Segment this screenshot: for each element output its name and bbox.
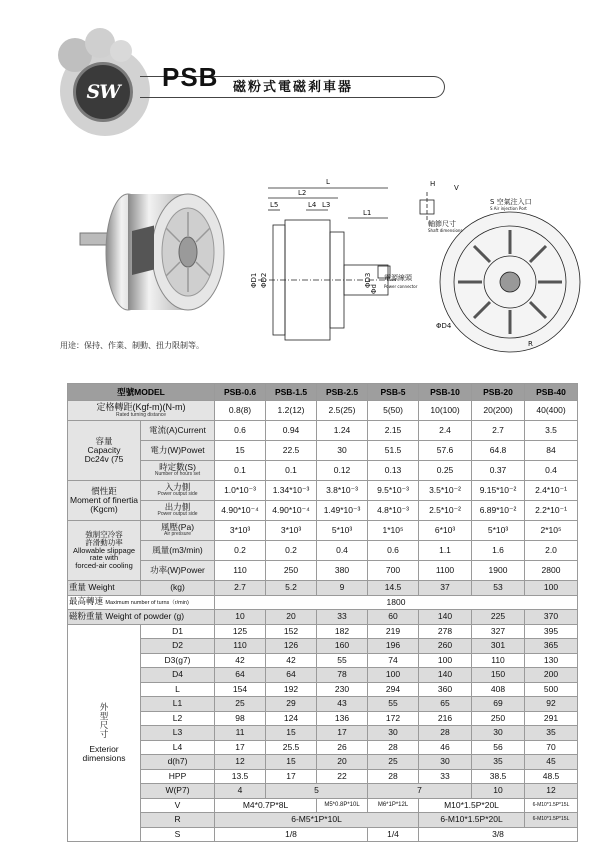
table-cell: 395 bbox=[525, 624, 578, 639]
dim-label-h: H bbox=[430, 180, 436, 188]
table-cell: 10 bbox=[472, 784, 525, 799]
table-cell: 1.34*10⁻³ bbox=[266, 481, 317, 501]
table-cell: 22.5 bbox=[266, 441, 317, 461]
decor-circle bbox=[110, 40, 132, 62]
table-row bbox=[68, 740, 578, 755]
table-cell: 154 bbox=[215, 682, 266, 697]
table-cell: 1100 bbox=[419, 561, 472, 581]
table-cell: 0.6 bbox=[215, 421, 266, 441]
table-cell: 65 bbox=[419, 697, 472, 712]
table-cell: 28 bbox=[368, 740, 419, 755]
table-cell: 3.8*10⁻³ bbox=[317, 481, 368, 501]
usage-note: 用途：保持、作業、制動、扭力限制等。 bbox=[60, 341, 204, 350]
model-header-cell: PSB-40 bbox=[525, 384, 578, 401]
table-cell: 4.90*10⁻⁴ bbox=[266, 501, 317, 521]
row-unit: (kg) bbox=[141, 581, 215, 596]
table-cell: 1.49*10⁻³ bbox=[317, 501, 368, 521]
table-cell: 0.6 bbox=[368, 541, 419, 561]
table-cell: 25.5 bbox=[266, 740, 317, 755]
table-cell: 2.2*10⁻¹ bbox=[525, 501, 578, 521]
table-cell: 33 bbox=[317, 610, 368, 625]
table-row bbox=[68, 421, 578, 441]
table-cell: 2800 bbox=[525, 561, 578, 581]
table-cell: 0.4 bbox=[525, 461, 578, 481]
table-cell: 78 bbox=[317, 668, 368, 683]
table-cell: 3*10³ bbox=[215, 521, 266, 541]
table-cell: M5*0.8P*10L bbox=[317, 798, 368, 813]
table-cell: 2*10⁵ bbox=[525, 521, 578, 541]
table-cell: 17 bbox=[317, 726, 368, 741]
table-cell: 12 bbox=[215, 755, 266, 770]
table-row bbox=[68, 653, 578, 668]
table-cell: 250 bbox=[266, 561, 317, 581]
table-cell: 55 bbox=[368, 697, 419, 712]
table-cell: 35 bbox=[472, 755, 525, 770]
table-cell: 1.6 bbox=[472, 541, 525, 561]
dim-label-r: R bbox=[528, 340, 533, 348]
table-header-row bbox=[68, 384, 578, 401]
table-cell: 69 bbox=[472, 697, 525, 712]
table-cell: 110 bbox=[472, 653, 525, 668]
table-cell: 0.4 bbox=[317, 541, 368, 561]
product-photo bbox=[80, 178, 230, 328]
row-label: 重量 Weight bbox=[68, 581, 141, 596]
table-row bbox=[68, 827, 578, 842]
table-cell: 43 bbox=[317, 697, 368, 712]
group-label-inertia: 慣性距 Moment of finertia (Kgcm) bbox=[68, 481, 141, 521]
table-cell: 4.8*10⁻³ bbox=[368, 501, 419, 521]
model-header: 型號MODEL bbox=[68, 384, 215, 401]
table-row bbox=[68, 541, 578, 561]
table-cell: 0.25 bbox=[419, 461, 472, 481]
model-header-cell: PSB-5 bbox=[368, 384, 419, 401]
air-port-label-en: S Air injection Port bbox=[490, 206, 527, 211]
table-cell: 60 bbox=[368, 610, 419, 625]
table-cell: 370 bbox=[525, 610, 578, 625]
page-title: PSB bbox=[162, 62, 219, 92]
table-cell: 291 bbox=[525, 711, 578, 726]
table-cell: 0.94 bbox=[266, 421, 317, 441]
table-cell: 35 bbox=[525, 726, 578, 741]
table-row bbox=[68, 581, 578, 596]
row-label: 出力側 Power output side bbox=[141, 501, 215, 521]
dim-label-l5: L5 bbox=[270, 201, 279, 209]
table-cell: 100 bbox=[368, 668, 419, 683]
dim-label-d4: ΦD4 bbox=[436, 322, 452, 330]
shaft-dim-label-en: Shaft dimensions bbox=[428, 228, 463, 233]
row-label: 磁粉重量 Weight of powder (g) bbox=[68, 610, 215, 625]
table-cell: 360 bbox=[419, 682, 472, 697]
table-row bbox=[68, 481, 578, 501]
table-row bbox=[68, 813, 578, 828]
row-label: D4 bbox=[141, 668, 215, 683]
table-cell: 15 bbox=[266, 755, 317, 770]
table-cell: 140 bbox=[419, 610, 472, 625]
table-row bbox=[68, 711, 578, 726]
row-label: 入力側 Power output side bbox=[141, 481, 215, 501]
table-cell: 327 bbox=[472, 624, 525, 639]
table-cell: 160 bbox=[317, 639, 368, 654]
shaft-dim-label: 軸節尺寸 bbox=[428, 220, 456, 228]
table-cell: 38.5 bbox=[472, 769, 525, 784]
row-label: HPP bbox=[141, 769, 215, 784]
row-label: 電流(A)Current bbox=[141, 421, 215, 441]
table-cell: 130 bbox=[525, 653, 578, 668]
row-label: W(P7) bbox=[141, 784, 215, 799]
table-cell: 6-M10*1.5P*20L bbox=[419, 813, 525, 828]
brand-logo: SW bbox=[73, 62, 133, 122]
table-cell: 0.2 bbox=[215, 541, 266, 561]
table-cell: 17 bbox=[215, 740, 266, 755]
table-cell: 30 bbox=[472, 726, 525, 741]
row-label: 電力(W)Powet bbox=[141, 441, 215, 461]
table-cell: 64 bbox=[215, 668, 266, 683]
table-cell: M6*1P*12L bbox=[368, 798, 419, 813]
table-cell: 25 bbox=[215, 697, 266, 712]
table-cell: 51.5 bbox=[368, 441, 419, 461]
dim-label-v: V bbox=[454, 184, 459, 192]
table-cell: 64.8 bbox=[472, 441, 525, 461]
row-label: d(h7) bbox=[141, 755, 215, 770]
dim-label-d1: ΦD1 bbox=[250, 272, 258, 288]
table-row bbox=[68, 639, 578, 654]
table-cell: 124 bbox=[266, 711, 317, 726]
model-header-cell: PSB-20 bbox=[472, 384, 525, 401]
power-connector-label: 電源線頭 bbox=[384, 274, 412, 282]
row-label: D3(g7) bbox=[141, 653, 215, 668]
row-label: L1 bbox=[141, 697, 215, 712]
table-cell: 4 bbox=[215, 784, 266, 799]
row-label: D1 bbox=[141, 624, 215, 639]
table-cell: 0.2 bbox=[266, 541, 317, 561]
table-cell: 15 bbox=[215, 441, 266, 461]
table-cell: 3/8 bbox=[419, 827, 578, 842]
table-cell: 2.5*10⁻² bbox=[419, 501, 472, 521]
table-cell: 150 bbox=[472, 668, 525, 683]
table-row bbox=[68, 798, 578, 813]
table-cell: 20 bbox=[317, 755, 368, 770]
table-cell: 14.5 bbox=[368, 581, 419, 596]
table-cell: 3.5 bbox=[525, 421, 578, 441]
table-row bbox=[68, 726, 578, 741]
table-cell: 28 bbox=[368, 769, 419, 784]
table-cell: 0.12 bbox=[317, 461, 368, 481]
table-cell: 380 bbox=[317, 561, 368, 581]
row-label: 功率(W)Power bbox=[141, 561, 215, 581]
table-cell: 45 bbox=[525, 755, 578, 770]
table-cell: 10 bbox=[215, 610, 266, 625]
table-cell: 125 bbox=[215, 624, 266, 639]
row-label: L2 bbox=[141, 711, 215, 726]
model-header-cell: PSB-2.5 bbox=[317, 384, 368, 401]
table-cell: 2.15 bbox=[368, 421, 419, 441]
table-cell: 182 bbox=[317, 624, 368, 639]
table-row bbox=[68, 441, 578, 461]
table-cell: 42 bbox=[215, 653, 266, 668]
table-cell: 2.7 bbox=[472, 421, 525, 441]
table-cell: 0.1 bbox=[266, 461, 317, 481]
table-cell: 2.4*10⁻¹ bbox=[525, 481, 578, 501]
table-cell: 15 bbox=[266, 726, 317, 741]
table-cell: 17 bbox=[266, 769, 317, 784]
table-row bbox=[68, 769, 578, 784]
table-cell: 5 bbox=[266, 784, 368, 799]
table-cell: 6.89*10⁻² bbox=[472, 501, 525, 521]
table-cell: 9.5*10⁻³ bbox=[368, 481, 419, 501]
table-cell: 250 bbox=[472, 711, 525, 726]
table-cell: 4.90*10⁻⁴ bbox=[215, 501, 266, 521]
page-header bbox=[40, 18, 460, 128]
table-cell: 0.8(8) bbox=[215, 401, 266, 421]
table-cell: 2.4 bbox=[419, 421, 472, 441]
dim-label-l2: L2 bbox=[298, 189, 307, 197]
table-cell: 3*10³ bbox=[266, 521, 317, 541]
table-cell: 6-M10*1.5P*15L bbox=[525, 813, 578, 828]
table-row bbox=[68, 461, 578, 481]
table-cell: 100 bbox=[525, 581, 578, 596]
table-row bbox=[68, 697, 578, 712]
spec-table bbox=[67, 383, 578, 842]
table-cell: 1.0*10⁻³ bbox=[215, 481, 266, 501]
table-cell: 30 bbox=[419, 755, 472, 770]
table-cell: 53 bbox=[472, 581, 525, 596]
dim-label-l4: L4 bbox=[308, 201, 317, 209]
row-label: 定格轉距(Kgf-m)(N-m) Rated turning distance bbox=[68, 401, 215, 421]
table-cell: 225 bbox=[472, 610, 525, 625]
table-cell: M4*0.7P*8L bbox=[215, 798, 317, 813]
model-header-cell: PSB-1.5 bbox=[266, 384, 317, 401]
table-cell: 110 bbox=[215, 639, 266, 654]
table-cell: 1900 bbox=[472, 561, 525, 581]
table-cell: 30 bbox=[317, 441, 368, 461]
table-cell: 57.6 bbox=[419, 441, 472, 461]
model-header-cell: PSB-0.6 bbox=[215, 384, 266, 401]
dim-label-d3: ΦD3 bbox=[364, 272, 372, 288]
table-cell: 56 bbox=[472, 740, 525, 755]
side-view-drawing bbox=[238, 170, 418, 360]
table-cell: 33 bbox=[419, 769, 472, 784]
table-cell: 1*10⁵ bbox=[368, 521, 419, 541]
table-cell: 192 bbox=[266, 682, 317, 697]
row-label: 時定數(S) Number of hours set bbox=[141, 461, 215, 481]
table-cell: 230 bbox=[317, 682, 368, 697]
table-cell: 26 bbox=[317, 740, 368, 755]
row-label: V bbox=[141, 798, 215, 813]
table-cell: 0.1 bbox=[215, 461, 266, 481]
group-label-dimensions: 外 型 尺 寸 Exterior dimensions bbox=[68, 624, 141, 842]
table-cell: 20 bbox=[266, 610, 317, 625]
table-cell: 1.24 bbox=[317, 421, 368, 441]
page-subtitle: 磁粉式電磁剎車器 bbox=[233, 80, 354, 95]
table-cell: 294 bbox=[368, 682, 419, 697]
table-cell: 22 bbox=[317, 769, 368, 784]
table-cell: 2.0 bbox=[525, 541, 578, 561]
group-label-cooling: 強制空冷容 許滑動功率 Allowable slippage rate with forced-air cooling bbox=[68, 521, 141, 581]
table-cell: 1.2(12) bbox=[266, 401, 317, 421]
table-cell: 6-M5*1P*10L bbox=[215, 813, 419, 828]
table-cell: 2.7 bbox=[215, 581, 266, 596]
dimensions-section bbox=[68, 624, 578, 842]
table-cell: 301 bbox=[472, 639, 525, 654]
row-label: D2 bbox=[141, 639, 215, 654]
table-cell: 29 bbox=[266, 697, 317, 712]
table-cell: 7 bbox=[368, 784, 472, 799]
table-row bbox=[68, 682, 578, 697]
table-cell: 70 bbox=[525, 740, 578, 755]
table-cell: 6*10³ bbox=[419, 521, 472, 541]
table-cell: 46 bbox=[419, 740, 472, 755]
table-cell: 42 bbox=[266, 653, 317, 668]
table-row bbox=[68, 610, 578, 625]
table-cell: 5*10³ bbox=[317, 521, 368, 541]
table-cell: 2.5(25) bbox=[317, 401, 368, 421]
dim-label-l3: L3 bbox=[322, 201, 331, 209]
table-cell: 0.13 bbox=[368, 461, 419, 481]
table-cell: 10(100) bbox=[419, 401, 472, 421]
row-label: 風壓(Pa) Air pressure bbox=[141, 521, 215, 541]
dim-label-d: Φd bbox=[370, 284, 378, 294]
table-cell: 25 bbox=[368, 755, 419, 770]
row-label: 風量(m3/min) bbox=[141, 541, 215, 561]
table-cell: 0.37 bbox=[472, 461, 525, 481]
table-row bbox=[68, 595, 578, 610]
group-label-capacity: 容量 Capacity Dc24v (75 bbox=[68, 421, 141, 481]
table-cell: 278 bbox=[419, 624, 472, 639]
table-row bbox=[68, 755, 578, 770]
table-cell: 84 bbox=[525, 441, 578, 461]
table-cell: 3.5*10⁻² bbox=[419, 481, 472, 501]
table-cell: 64 bbox=[266, 668, 317, 683]
table-cell: 9 bbox=[317, 581, 368, 596]
table-cell: 140 bbox=[419, 668, 472, 683]
table-cell: 408 bbox=[472, 682, 525, 697]
table-cell: 1/4 bbox=[368, 827, 419, 842]
air-port-label: S 空氣注入口 bbox=[490, 198, 532, 206]
table-cell: 5.2 bbox=[266, 581, 317, 596]
model-header-cell: PSB-10 bbox=[419, 384, 472, 401]
table-cell: 48.5 bbox=[525, 769, 578, 784]
table-cell: 5(50) bbox=[368, 401, 419, 421]
table-cell: 5*10³ bbox=[472, 521, 525, 541]
table-cell: 12 bbox=[525, 784, 578, 799]
table-cell: 40(400) bbox=[525, 401, 578, 421]
table-cell: 30 bbox=[368, 726, 419, 741]
table-cell: 136 bbox=[317, 711, 368, 726]
table-cell: 37 bbox=[419, 581, 472, 596]
table-cell: 11 bbox=[215, 726, 266, 741]
dim-label-l: L bbox=[326, 178, 330, 186]
table-row bbox=[68, 521, 578, 541]
table-cell: 1/8 bbox=[215, 827, 368, 842]
table-cell: 365 bbox=[525, 639, 578, 654]
table-cell: 196 bbox=[368, 639, 419, 654]
table-cell: 260 bbox=[419, 639, 472, 654]
table-cell: 6-M10*1.5P*15L bbox=[525, 798, 578, 813]
table-cell: 92 bbox=[525, 697, 578, 712]
table-cell: 200 bbox=[525, 668, 578, 683]
table-cell: 28 bbox=[419, 726, 472, 741]
table-cell: 9.15*10⁻² bbox=[472, 481, 525, 501]
dim-label-d2: ΦD2 bbox=[260, 272, 268, 288]
row-label: S bbox=[141, 827, 215, 842]
table-cell: 110 bbox=[215, 561, 266, 581]
table-cell: 152 bbox=[266, 624, 317, 639]
table-row bbox=[68, 401, 578, 421]
row-label: R bbox=[141, 813, 215, 828]
table-cell: 74 bbox=[368, 653, 419, 668]
table-cell: 700 bbox=[368, 561, 419, 581]
table-cell: 13.5 bbox=[215, 769, 266, 784]
dim-label-l1: L1 bbox=[363, 209, 372, 217]
table-cell: 1.1 bbox=[419, 541, 472, 561]
row-label: 最高轉速 Maximum number of turns（r/min) bbox=[68, 595, 215, 610]
table-cell: 98 bbox=[215, 711, 266, 726]
table-cell: 500 bbox=[525, 682, 578, 697]
power-connector-label-en: Power connector bbox=[384, 284, 418, 289]
row-label: L3 bbox=[141, 726, 215, 741]
table-cell: 1800 bbox=[215, 595, 578, 610]
table-row bbox=[68, 501, 578, 521]
table-cell: 172 bbox=[368, 711, 419, 726]
row-label: L bbox=[141, 682, 215, 697]
row-label: L4 bbox=[141, 740, 215, 755]
table-row bbox=[68, 561, 578, 581]
table-row bbox=[68, 668, 578, 683]
table-row bbox=[68, 624, 578, 639]
table-cell: M10*1.5P*20L bbox=[419, 798, 525, 813]
front-view-drawing bbox=[410, 170, 590, 360]
table-cell: 100 bbox=[419, 653, 472, 668]
table-cell: 219 bbox=[368, 624, 419, 639]
table-row bbox=[68, 784, 578, 799]
table-cell: 20(200) bbox=[472, 401, 525, 421]
table-cell: 126 bbox=[266, 639, 317, 654]
table-cell: 216 bbox=[419, 711, 472, 726]
table-cell: 55 bbox=[317, 653, 368, 668]
